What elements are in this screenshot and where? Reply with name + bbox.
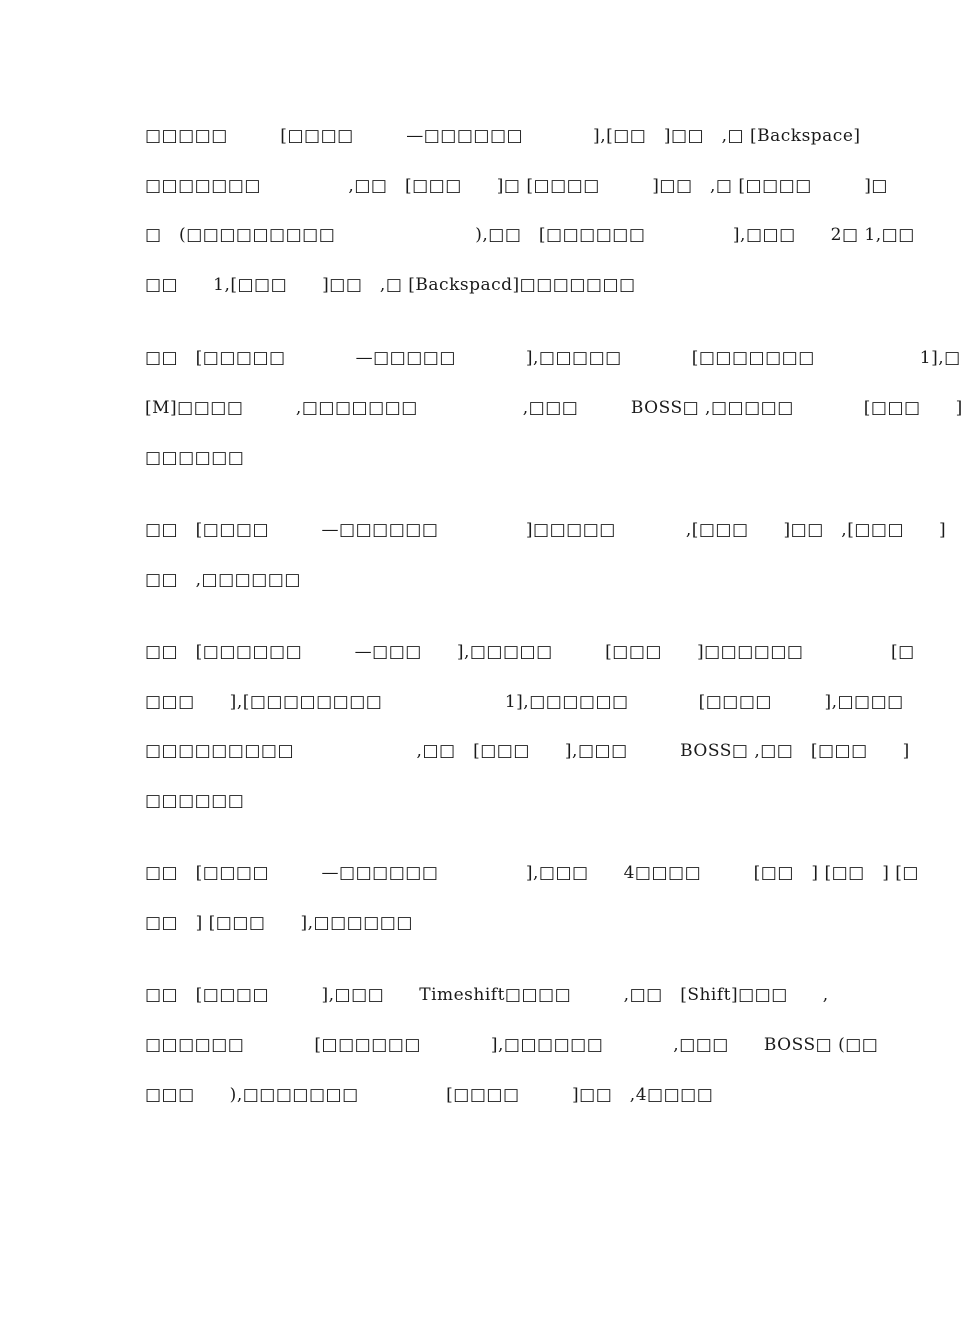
paragraph-4-line-1: □□ [□□□□□□ —□□□ ],□□□□□ [□□□ ]□□□□□□ [□ — [145, 642, 915, 662]
paragraph-3-line-1: □□ [□□□□ —□□□□□□ ]□□□□□ ,[□□□ ]□□ ,[□□□ ] — [145, 520, 947, 540]
paragraph-4-line-2: □□□ ],[□□□□□□□□ 1],□□□□□□ [□□□□ ],□□□□ — [145, 692, 904, 712]
paragraph-6-line-3: □□□ ),□□□□□□□ [□□□□ ]□□ ,4□□□□ — [145, 1085, 714, 1105]
paragraph-1-line-1: □□□□□ [□□□□ —□□□□□□ ],[□□ ]□□ ,□ [Backspace] — [145, 126, 861, 146]
paragraph-2-line-2: [M]□□□□ ,□□□□□□□ ,□□□ BOSS□ ,□□□□□ [□□□ ] — [145, 398, 963, 418]
paragraph-6-line-1: □□ [□□□□ ],□□□ Timeshift□□□□ ,□□ [Shift]□□□ , — [145, 985, 829, 1005]
paragraph-2-line-1: □□ [□□□□□ —□□□□□ ],□□□□□ [□□□□□□□ 1],□ — [145, 348, 961, 368]
paragraph-4-line-4: □□□□□□ — [145, 791, 245, 811]
paragraph-1-line-4: □□ 1,[□□□ ]□□ ,□ [Backspacd]□□□□□□□ — [145, 275, 636, 295]
paragraph-1-line-2: □□□□□□□ ,□□ [□□□ ]□ [□□□□ ]□□ ,□ [□□□□ ]□ — [145, 176, 888, 196]
paragraph-3-line-2: □□ ,□□□□□□ — [145, 570, 301, 590]
paragraph-2-line-3: □□□□□□ — [145, 448, 245, 468]
paragraph-5-line-1: □□ [□□□□ —□□□□□□ ],□□□ 4□□□□ [□□ ] [□□ ] [□ — [145, 863, 919, 883]
paragraph-6-line-2: □□□□□□ [□□□□□□ ],□□□□□□ ,□□□ BOSS□ (□□ — [145, 1035, 879, 1055]
paragraph-1-line-3: □ (□□□□□□□□□ ),□□ [□□□□□□ ],□□□ 2□ 1,□□ — [145, 225, 915, 245]
paragraph-5-line-2: □□ ] [□□□ ],□□□□□□ — [145, 913, 413, 933]
paragraph-4-line-3: □□□□□□□□□ ,□□ [□□□ ],□□□ BOSS□ ,□□ [□□□ ] — [145, 741, 910, 761]
